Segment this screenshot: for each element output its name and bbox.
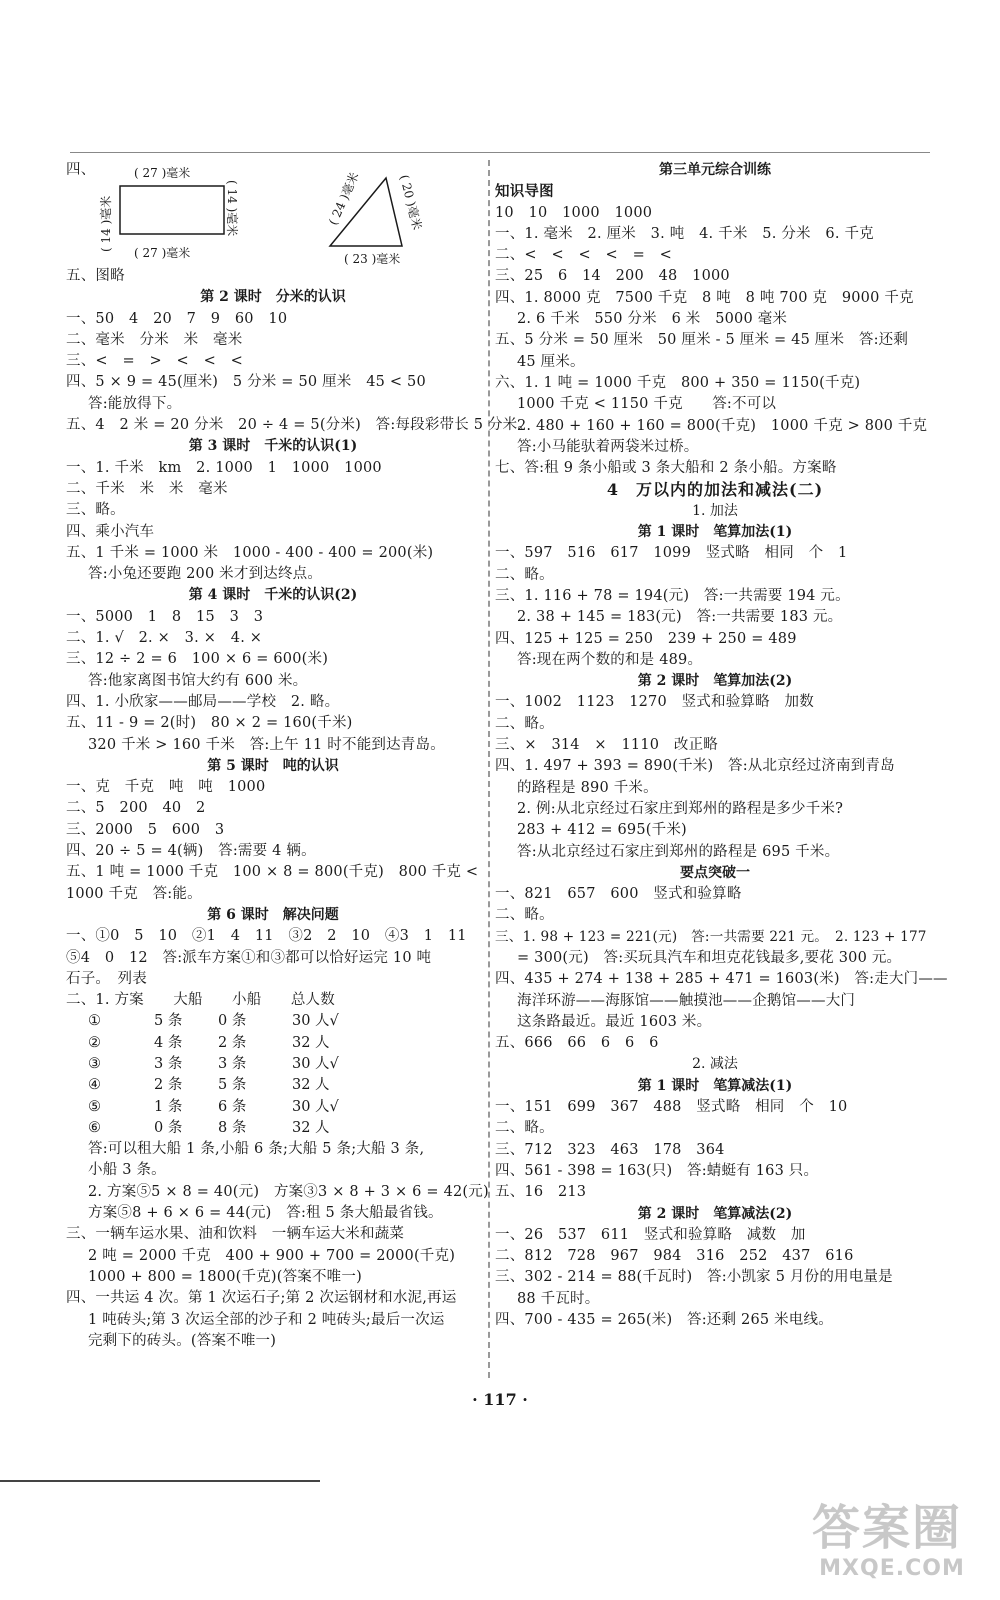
table-cell: 8 条 (218, 1119, 247, 1136)
answer-line: 2 吨 = 2000 千克 400 + 900 + 700 = 2000(千克) (88, 1247, 456, 1264)
lesson-heading: 第 3 课时 千米的认识(1) (188, 438, 358, 455)
lesson-heading: 第 2 课时 分米的认识 (200, 289, 346, 306)
answer-line: 1000 + 800 = 1800(千克)(答案不唯一) (88, 1268, 362, 1285)
figure-section (66, 160, 480, 266)
right-column (495, 160, 948, 1331)
tri-bottom-label: ( 23 )毫米 (344, 252, 401, 266)
table-cell: 2 条 (154, 1077, 183, 1094)
rect-left-label: ( 14 )毫米 (99, 195, 113, 252)
answer-line: 三、1. 116 + 78 = 194(元) 答:一共需要 194 元。 (495, 587, 850, 604)
answer-line: 1000 千克 答:能。 (66, 885, 202, 902)
answer-line: 四、20 ÷ 5 = 4(辆) 答:需要 4 辆。 (66, 843, 316, 860)
lesson-heading: 第 2 课时 笔算减法(2) (637, 1205, 793, 1222)
answer-line: 一、1. 千米 km 2. 1000 1 1000 1000 (66, 459, 382, 476)
table-cell: 5 条 (218, 1077, 247, 1094)
answer-line: 的路程是 890 千米。 (517, 779, 658, 796)
answer-line: 三、12 ÷ 2 = 6 100 × 6 = 600(米) (66, 651, 329, 668)
answer-line: 完剩下的砖头。(答案不唯一) (88, 1332, 277, 1349)
answer-line: 二、1. 方案 大船 小船 总人数 (66, 992, 335, 1009)
answer-line: 答:从北京经过石家庄到郑州的路程是 695 千米。 (517, 843, 840, 860)
answer-line: 283 + 412 = 695(千米) (517, 822, 687, 839)
answer-line: 四、1. 8000 克 7500 千克 8 吨 8 吨 700 克 9000 千克 (495, 289, 914, 306)
answer-line: 一、克 千克 吨 吨 1000 (66, 779, 266, 796)
section-heading: 1. 加法 (692, 502, 738, 519)
table-cell: 6 条 (218, 1098, 247, 1115)
table-cell: 32 人 (292, 1034, 330, 1051)
answer-line: 四、700 - 435 = 265(米) 答:还剩 265 米电线。 (495, 1312, 833, 1329)
lesson-heading: 第 6 课时 解决问题 (207, 906, 339, 923)
table-cell: 30 人√ (292, 1055, 339, 1072)
chapter-heading: 4 万以内的加法和减法(二) (606, 480, 824, 500)
answer-line: 1000 千克 < 1150 千克 答:不可以 (517, 396, 777, 413)
section-four-heading: 四、 (66, 162, 96, 178)
answer-line: 这条路最近。最近 1603 米。 (517, 1013, 712, 1030)
answer-line: 一、1. 毫米 2. 厘米 3. 吨 4. 千米 5. 分米 6. 千克 (495, 225, 874, 242)
lesson-heading: 第 2 课时 笔算加法(2) (637, 673, 793, 690)
tri-left-label: ( 24 )毫米 (325, 170, 362, 228)
answer-line: 二、毫米 分米 米 毫米 (66, 331, 243, 348)
answer-line: 二、千米 米 米 毫米 (66, 480, 228, 497)
answer-line: 小船 3 条。 (88, 1162, 166, 1179)
answer-line: 2. 例:从北京经过石家庄到郑州的路程是多少千米? (517, 800, 844, 817)
rect-top-label: ( 27 )毫米 (134, 166, 191, 180)
top-rule (70, 152, 930, 153)
answer-line: ⑤4 0 12 答:派车方案①和③都可以恰好运完 10 吨 (66, 949, 432, 966)
answer-line: 二、5 200 40 2 (66, 800, 206, 817)
unit-review-heading: 第三单元综合训练 (659, 162, 771, 178)
section-heading: 2. 减法 (692, 1056, 738, 1073)
answer-line: 三、略。 (66, 502, 125, 519)
answer-line: 1 吨砖头;第 3 次运全部的沙子和 2 吨砖头;最后一次运 (88, 1311, 445, 1328)
tri-right-label: ( 20 )毫米 (397, 173, 425, 232)
answer-line: 二、1. √ 2. × 3. × 4. × (66, 630, 263, 647)
answer-line: 320 千米 > 160 千米 答:上午 11 时不能到达青岛。 (88, 736, 445, 753)
answer-line: = 300(元) 答:买玩具汽车和坦克花钱最多,要花 300 元。 (517, 949, 902, 966)
table-cell: ② (88, 1034, 101, 1051)
answer-line: 一、597 516 617 1099 竖式略 相同 个 1 (495, 545, 848, 562)
answer-line: 88 千瓦时。 (517, 1290, 600, 1307)
table-cell: ⑥ (88, 1119, 101, 1136)
rect-right-label: ( 14 )毫米 (225, 180, 239, 237)
bottom-rule (0, 1480, 320, 1482)
watermark-text: 答案圈 (812, 1500, 963, 1556)
answer-line: 二、略。 (495, 907, 554, 924)
answer-line: 三、一辆车运水果、油和饮料 一辆车运大米和蔬菜 (66, 1226, 405, 1243)
table-cell: 32 人 (292, 1077, 330, 1094)
answer-line: 2. 38 + 145 = 183(元) 答:一共需要 183 元。 (517, 609, 843, 626)
answer-line: 一、①0 5 10 ②1 4 11 ③2 2 10 ④3 1 11 (66, 928, 467, 945)
answer-line: 2. 480 + 160 + 160 = 800(千克) 1000 千克 > 800 千克 (517, 417, 928, 434)
boat-plan-table (66, 1011, 480, 1139)
answer-line: 二、略。 (495, 1120, 554, 1137)
table-cell: 3 条 (218, 1055, 247, 1072)
answer-line: 海洋环游——海豚馆——触摸池——企鹅馆——大门 (517, 992, 856, 1009)
answer-line: 答:小兔还要跑 200 米才到达终点。 (88, 566, 323, 583)
answer-line: 四、561 - 398 = 163(只) 答:蜻蜓有 163 只。 (495, 1162, 819, 1179)
answer-line: 石子。 列表 (66, 970, 147, 987)
answer-line: 四、1. 小欣家——邮局——学校 2. 略。 (66, 693, 340, 710)
table-cell: ⑤ (88, 1098, 101, 1115)
answer-line: 二、略。 (495, 566, 554, 583)
answer-line: 三、< = > < < < (66, 353, 243, 370)
table-cell: 4 条 (154, 1034, 183, 1051)
answer-line: 四、1. 497 + 393 = 890(千米) 答:从北京经过济南到青岛 (495, 758, 895, 775)
answer-line: 五、1 吨 = 1000 千克 100 × 8 = 800(千克) 800 千克 < (66, 864, 479, 881)
table-cell: 30 人√ (292, 1013, 339, 1030)
rect-bottom-label: ( 27 )毫米 (134, 246, 191, 260)
answer-line: 五、4 2 米 = 20 分米 20 ÷ 4 = 5(分米) 答:每段彩带长 5 分米。 (66, 417, 533, 434)
answer-line: 一、821 657 600 竖式和验算略 (495, 886, 742, 903)
answer-line: 一、5000 1 8 15 3 3 (66, 608, 264, 625)
answer-line: 四、125 + 125 = 250 239 + 250 = 489 (495, 630, 797, 647)
page-number: · 117 · (472, 1390, 528, 1409)
table-cell: ① (88, 1013, 101, 1030)
table-cell: ④ (88, 1077, 101, 1094)
answer-line: 答:现在两个数的和是 489。 (517, 651, 703, 668)
table-cell: 5 条 (154, 1013, 183, 1030)
answer-line: 二、< < < < = < (495, 247, 672, 264)
table-cell: ③ (88, 1055, 101, 1072)
answer-line: 45 厘米。 (517, 353, 585, 370)
answer-line: 一、151 699 367 488 竖式略 相同 个 10 (495, 1099, 848, 1116)
answer-line: 三、2000 5 600 3 (66, 821, 225, 838)
rectangle-shape (120, 186, 224, 234)
answer-line: 三、302 - 214 = 88(千瓦时) 答:小凯家 5 月份的用电量是 (495, 1269, 893, 1286)
watermark-logo (812, 1500, 972, 1590)
lesson-heading: 第 5 课时 吨的认识 (207, 757, 339, 774)
answer-line: 一、1002 1123 1270 竖式和验算略 加数 (495, 694, 814, 711)
watermark-domain: MXQE.COM (819, 1556, 965, 1581)
answer-line: 五、5 分米 = 50 厘米 50 厘米 - 5 厘米 = 45 厘米 答:还剩 (495, 332, 909, 349)
table-cell: 32 人 (292, 1119, 330, 1136)
answer-line: 一、26 537 611 竖式和验算略 减数 加 (495, 1226, 806, 1243)
answer-line: 三、1. 98 + 123 = 221(元) 答:一共需要 221 元。 2. 123 + 177 (495, 928, 927, 945)
answer-line: 七、答:租 9 条小船或 3 条大船和 2 条小船。方案略 (495, 460, 837, 477)
answer-line: 五、1 千米 = 1000 米 1000 - 400 - 400 = 200(米) (66, 544, 434, 561)
answer-line: 二、略。 (495, 715, 554, 732)
lesson-heading: 要点突破一 (680, 864, 750, 881)
answer-line: 四、5 × 9 = 45(厘米) 5 分米 = 50 厘米 45 < 50 (66, 374, 426, 391)
answer-line: 答:小马能驮着两袋米过桥。 (517, 438, 699, 455)
answer-line: 五、666 66 6 6 6 (495, 1035, 659, 1052)
answer-line: 答:能放得下。 (88, 395, 182, 412)
answer-line: 五、16 213 (495, 1184, 587, 1201)
answer-line: 四、435 + 274 + 138 + 285 + 471 = 1603(米) 答:走大门—— (495, 971, 948, 988)
table-cell: 0 条 (218, 1013, 247, 1030)
answer-line: 二、812 728 967 984 316 252 437 616 (495, 1248, 854, 1265)
lesson-heading: 第 1 课时 笔算减法(1) (637, 1077, 793, 1094)
table-cell: 30 人√ (292, 1098, 339, 1115)
answer-line: 一、50 4 20 7 9 60 10 (66, 310, 288, 327)
answer-line: 五、图略 (66, 268, 125, 284)
answer-line: 四、乘小汽车 (66, 523, 155, 540)
table-cell: 3 条 (154, 1055, 183, 1072)
answer-line: 答:可以租大船 1 条,小船 6 条;大船 5 条;大船 3 条, (88, 1141, 425, 1158)
table-cell: 2 条 (218, 1034, 247, 1051)
table-cell: 0 条 (154, 1119, 183, 1136)
answer-line: 三、× 314 × 1110 改正略 (495, 737, 718, 754)
answer-line: 四、一共运 4 次。第 1 次运石子;第 2 次运钢材和水泥,再运 (66, 1290, 457, 1307)
table-cell: 1 条 (154, 1098, 183, 1115)
knowledge-map-label: 知识导图 (495, 183, 554, 201)
answer-line: 2. 方案⑤5 × 8 = 40(元) 方案③3 × 8 + 3 × 6 = 42(元) (88, 1183, 489, 1200)
answer-line: 方案⑤8 + 6 × 6 = 44(元) 答:租 5 条大船最省钱。 (88, 1205, 443, 1222)
answer-line: 10 10 1000 1000 (495, 204, 653, 221)
answer-line: 五、11 - 9 = 2(时) 80 × 2 = 160(千米) (66, 715, 353, 732)
answer-line: 六、1. 1 吨 = 1000 千克 800 + 350 = 1150(千克) (495, 374, 861, 391)
answer-line: 三、25 6 14 200 48 1000 (495, 268, 730, 285)
lesson-heading: 第 1 课时 笔算加法(1) (637, 524, 793, 541)
measurement-figure (66, 160, 480, 266)
lesson-heading: 第 4 课时 千米的认识(2) (188, 587, 358, 604)
answer-line: 三、712 323 463 178 364 (495, 1141, 725, 1158)
answer-line: 答:他家离图书馆大约有 600 米。 (88, 672, 308, 689)
answer-line: 2. 6 千米 550 分米 6 米 5000 毫米 (517, 311, 788, 328)
